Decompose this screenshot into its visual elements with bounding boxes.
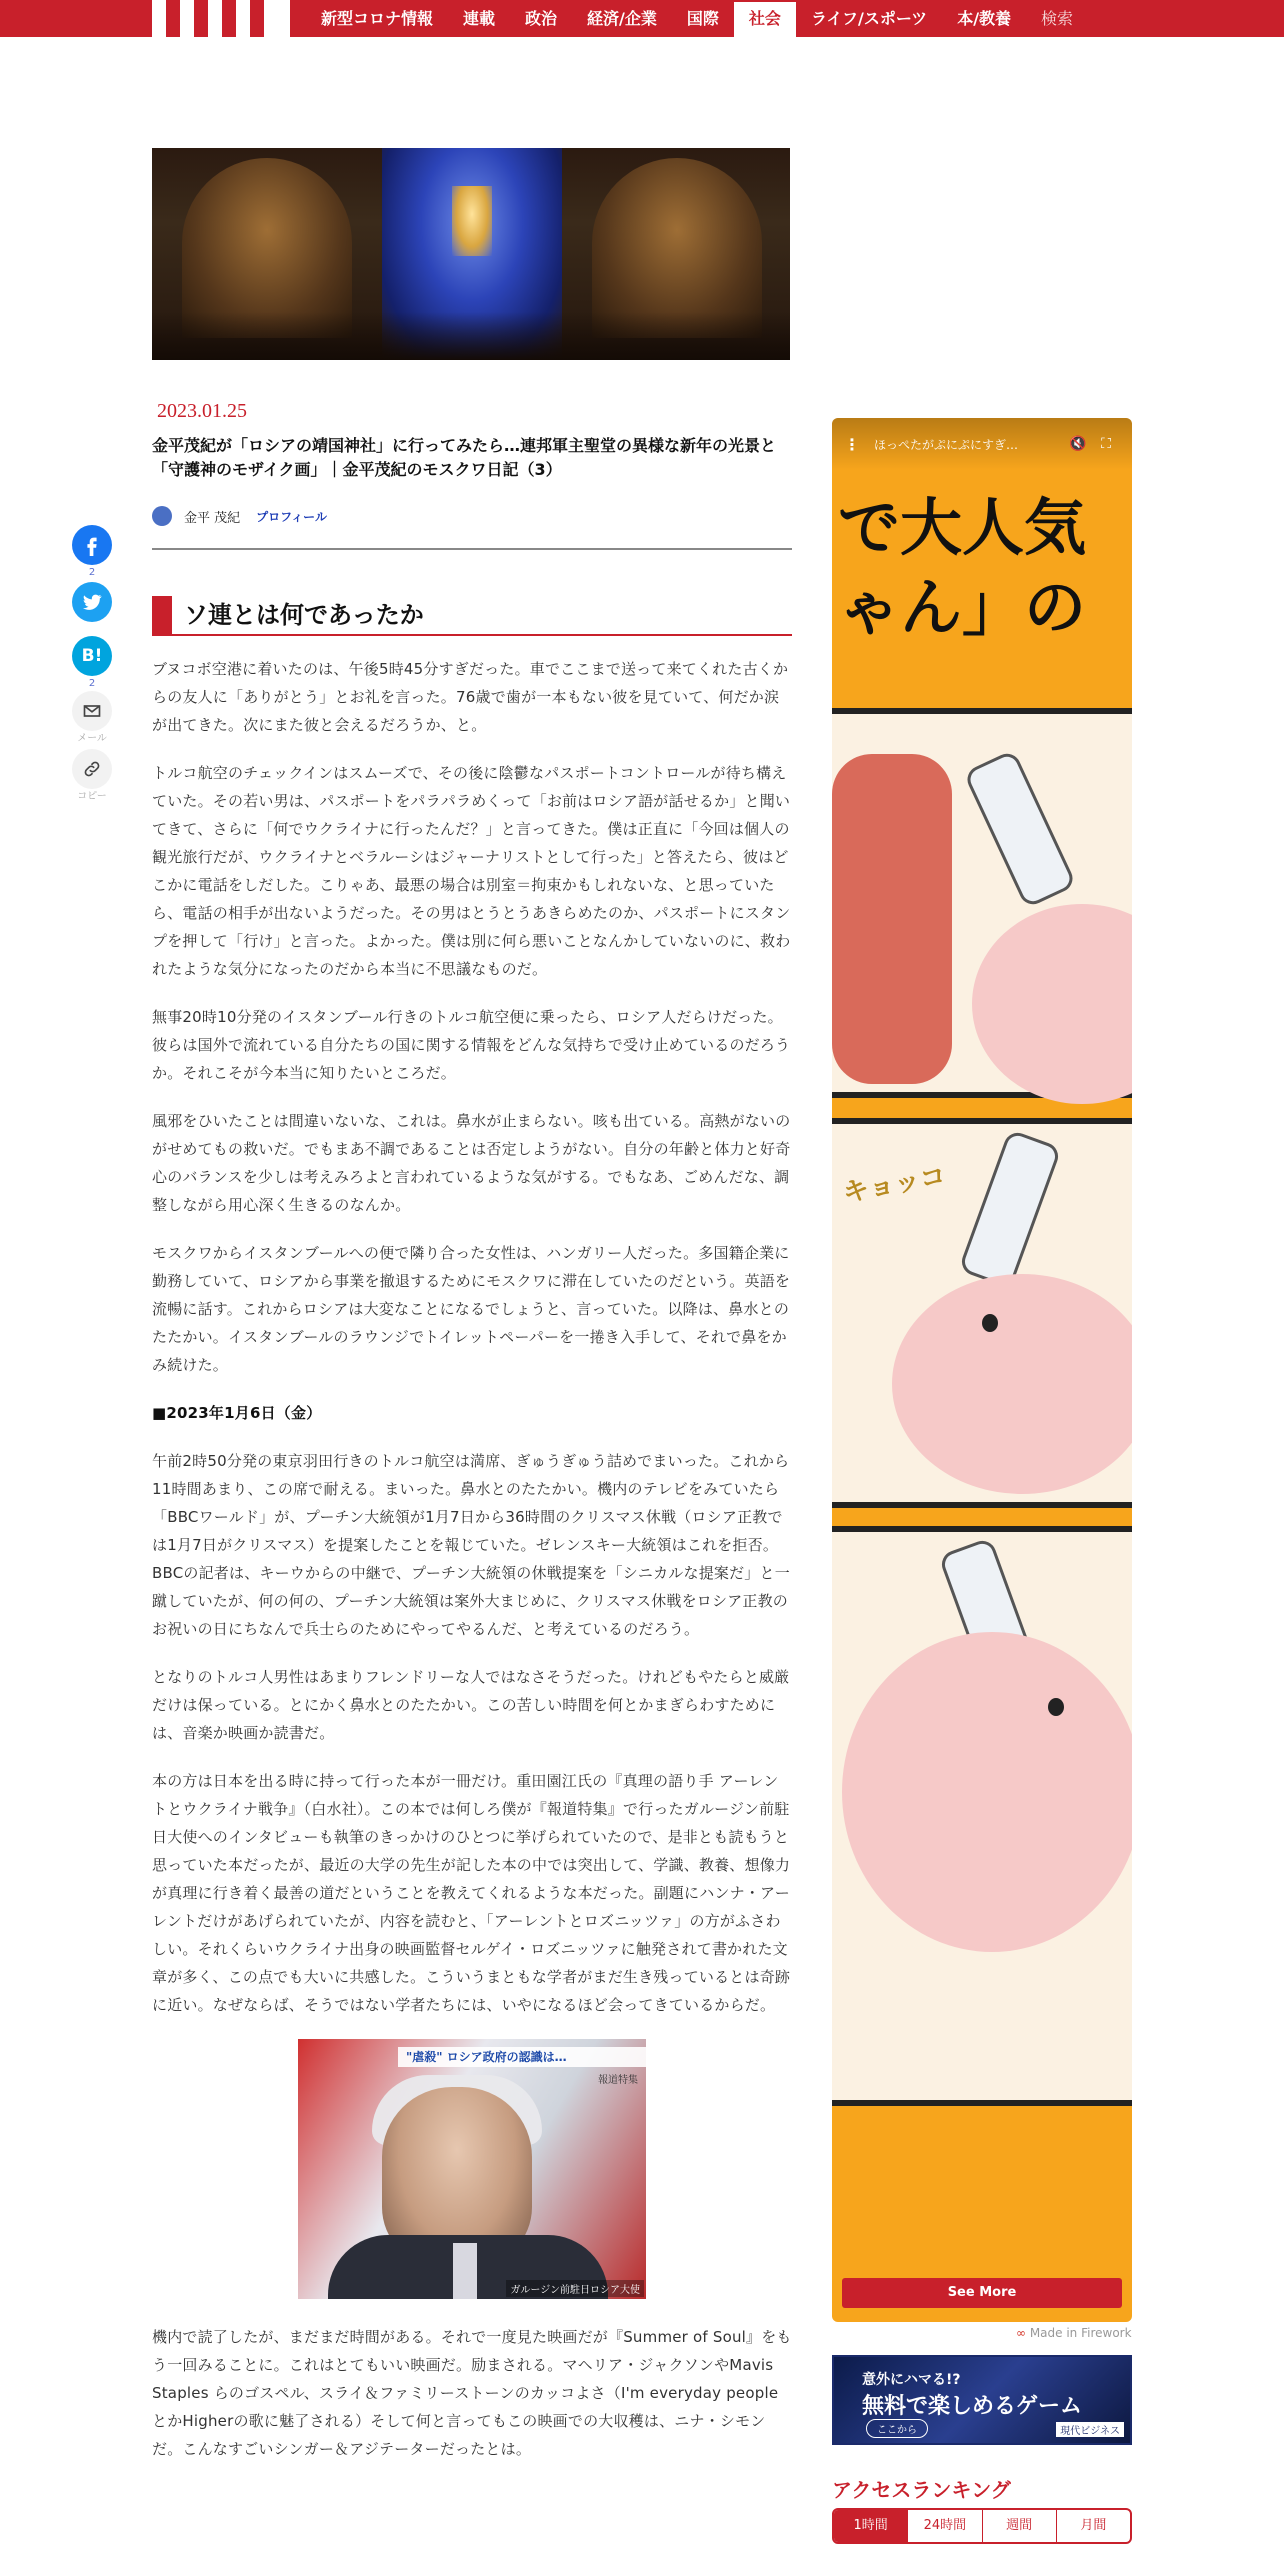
- tab-24hours[interactable]: 24時間: [908, 2510, 982, 2542]
- tab-1hour[interactable]: 1時間: [834, 2510, 908, 2542]
- video-manga-panel: [832, 708, 1132, 1098]
- manga-bottle: [958, 1129, 1062, 1289]
- manga-bottle: [963, 749, 1077, 909]
- mail-icon: [82, 701, 102, 721]
- photo-caption: ガルージン前駐日ロシア大使: [506, 2280, 644, 2297]
- manga-sound-text: キョッコ: [840, 1161, 949, 1209]
- nav-item-international[interactable]: 国際: [686, 9, 719, 28]
- top-navigation: [0, 0, 1284, 37]
- article-paragraph: 本の方は日本を出る時に持って行った本が一冊だけ。重田園江氏の『真理の語り手 アーレントとウクライナ戦争』（白水社）。この本では何しろ僕が『報道特集』で行ったガルージン前駐日大使へのインタビューも執筆のきっかけのひとつに挙げられていたので、是非とも読もうと思っていた本だったが、最近の大学の先生が記した本の中では突出して、学識、教養、想像力が真理に行き着く最善の道だということを教えてくれるような本だった。副題にハンナ・アーレントだけがあげられていたが、内容を読むと、「アーレントとロズニッツァ」の方がふさわしい。それくらいウクライナ出身の映画監督セルゲイ・ロズニッツァに触発されて書かれた文章が多く、この点でも大いに共感した。こういうまともな学者がまだ生き残っているとは奇跡に近い。なぜならば、そうではない学者たちには、いやになるほど会ってきているからだ。: [152, 1772, 791, 2014]
- hatena-share-count: 2: [88, 678, 96, 689]
- hatena-bookmark-button[interactable]: [72, 636, 112, 676]
- facebook-share-count: 2: [88, 567, 96, 578]
- mail-label: メール: [77, 733, 107, 744]
- tab-weekly[interactable]: 週間: [983, 2510, 1057, 2542]
- sidebar-video-player[interactable]: [832, 418, 1132, 2322]
- photo-tv-tag: 報道特集: [598, 2075, 638, 2086]
- fullscreen-icon[interactable]: ⛶: [1101, 436, 1111, 452]
- video-title: ほっぺたがぷにぷにすぎ…: [874, 437, 1019, 452]
- photo-tv-banner: "虐殺" ロシア政府の認識は…: [398, 2047, 646, 2067]
- site-logo[interactable]: [152, 0, 290, 37]
- video-manga-panel: [832, 1118, 1132, 1508]
- tab-monthly[interactable]: 月間: [1080, 2518, 1107, 2533]
- twitter-icon: [81, 591, 103, 613]
- manga-character: [842, 1632, 1132, 1952]
- article-paragraph: トルコ航空のチェックインはスムーズで、その後に陰鬱なパスポートコントロールが待ち構えていた。その若い男は、パスポートをパラパラめくって「お前はロシア語が話せるか」と聞いてきて、さらに「何でウクライナに行ったんだ？」と言ってきた。僕は正直に「今回は個人の観光旅行だが、ウクライナとベラルーシはジャーナリストとして行った」と答えたら、彼はどこかに電話をしだした。こりゃあ、最悪の場合は別室＝拘束かもしれないな、と思っていたら、電話の相手が出ないようだった。その男はとうとうあきらめたのか、パスポートにスタンプを押して「行け」と言った。よかった。僕は別に何ら悪いことなんかしていないのに、救われたような気分になったのだから本当に不思議なものだ。: [152, 764, 791, 978]
- logo-stripe: [166, 0, 180, 37]
- nav-item-series[interactable]: 連載: [463, 9, 496, 28]
- article-paragraph: モスクワからイスタンブールへの便で隣り合った女性は、ハンガリー人だった。多国籍企業に勤務していて、ロシアから事業を撤退するためにモスクワに滞在していたのだという。英語を流暢に話す。これからロシアは大変なことになるでしょうと、言っていた。以降は、鼻水とのたたかい。イスタンブールのラウンジでトイレットペーパーを一捲き入手して、それで鼻をかみ続けた。: [152, 1244, 791, 1374]
- hero-golden-figure: [452, 186, 492, 256]
- article-date: 2023.01.25: [157, 400, 247, 422]
- nav-item-corona[interactable]: 新型コロナ情報: [321, 9, 434, 28]
- logo-stripe: [222, 0, 236, 37]
- twitter-share-button[interactable]: [72, 582, 112, 622]
- author-avatar: [152, 506, 172, 526]
- hero-arch-left: [182, 158, 352, 338]
- nav-item-books[interactable]: 本/教養: [957, 9, 1012, 28]
- hero-floor-shadow: [152, 312, 790, 360]
- article-subheading-date: ■2023年1月6日（金）: [152, 1404, 322, 1422]
- video-manga-panel: [832, 1526, 1132, 2106]
- article-paragraph: 午前2時50分発の東京羽田行きのトルコ航空は満席、ぎゅうぎゅう詰めでまいった。これから11時間あまり、この席で耐える。まいった。鼻水とのたたかい。機内のテレビをみていたら「BBCワールド」が、プーチン大統領が1月7日から36時間のクリスマス休戦（ロシア正教では1月7日がクリスマス）を提案したことを報じていた。ゼレンスキー大統領はこれを拒否。BBCの記者は、キーウからの中継で、プーチン大統領の休戦提案を「シニカルな提案だ」と一蹴していたが、何の何の、プーチン大統領は案外大まじめに、クリスマス休戦をロシア正教のお祝いの日にちなんで兵士らのためにやってやるんだ、と考えているのだろう。: [152, 1452, 790, 1638]
- article-title: 金平茂紀が「ロシアの靖国神社」に行ってみたら…連邦軍主聖堂の異様な新年の光景と「守護神のモザイク画」｜金平茂紀のモスクワ日記（3）: [152, 436, 777, 479]
- made-in-firework-label[interactable]: [1016, 2326, 1132, 2340]
- hero-image-cathedral: [152, 148, 790, 360]
- nav-search-link[interactable]: 検索: [1041, 9, 1074, 28]
- article-author: [152, 505, 327, 527]
- share-buttons: [70, 525, 114, 805]
- video-big-text: で大人気 ゃん」の: [838, 491, 1087, 644]
- article-body: [152, 655, 792, 2483]
- mail-share-button[interactable]: [72, 691, 112, 731]
- photo-tie: [453, 2243, 477, 2299]
- hero-arch-right: [592, 158, 762, 338]
- hatena-icon: B!: [81, 646, 103, 666]
- video-menu-icon[interactable]: ⋮: [844, 434, 860, 454]
- author-profile-link[interactable]: プロフィール: [256, 509, 327, 524]
- banner-button[interactable]: ここから: [866, 2419, 928, 2438]
- title-divider: [152, 548, 792, 550]
- article-paragraph: 機内で読了したが、まだまだ時間がある。それで一度見た映画だが『Summer of Soul』をもう一回みることに。これはとてもいい映画だ。励まされる。マヘリア・ジャクソンやMavis Staples らのゴスペル、スライ＆ファミリーストーンのカッコよさ（I'm everyday peopleとかHigherの歌に魅了される）そして何と言ってもこの映画での大収穫は、ニナ・シモンだ。こんなすごいシンガー＆アジテーターだったとは。: [152, 2328, 792, 2458]
- nav-item-life-sports[interactable]: ライフ/スポーツ: [810, 9, 928, 28]
- nav-item-society[interactable]: 社会: [734, 2, 796, 37]
- link-icon: [82, 759, 102, 779]
- access-ranking-title: アクセスランキング: [832, 2478, 1011, 2502]
- nav-items: [306, 0, 1088, 37]
- manga-character: [972, 904, 1132, 1104]
- article-photo-galuzin: [298, 2039, 646, 2299]
- banner-line-1: 意外にハマる!?: [862, 2372, 961, 2388]
- section-heading: ソ連とは何であったか: [152, 596, 792, 636]
- logo-stripe: [194, 0, 208, 37]
- manga-character: [892, 1274, 1132, 1494]
- author-name[interactable]: 金平 茂紀: [184, 510, 241, 526]
- nav-item-economy[interactable]: 経済/企業: [587, 9, 657, 28]
- game-banner-ad[interactable]: [832, 2355, 1132, 2445]
- facebook-share-button[interactable]: [72, 525, 112, 565]
- nav-item-politics[interactable]: 政治: [525, 9, 558, 28]
- firework-icon: ∞: [1016, 2326, 1026, 2340]
- banner-line-2: 無料で楽しめるゲーム: [862, 2394, 1083, 2419]
- made-in-firework-text: Made in Firework: [1029, 2326, 1132, 2340]
- manga-eye: [1048, 1698, 1064, 1716]
- see-more-button[interactable]: See More: [842, 2278, 1122, 2308]
- copy-link-button[interactable]: [72, 749, 112, 789]
- copy-label: コピー: [77, 791, 107, 802]
- article-paragraph: 無事20時10分発のイスタンブール行きのトルコ航空便に乗ったら、ロシア人だらけだった。彼らは国外で流れている自分たちの国に関する情報をどんな気持ちで受け止めているのだろうか。それこそが今本当に知りたいところだ。: [152, 1008, 791, 1082]
- banner-brand: 現代ビジネス: [1056, 2422, 1124, 2437]
- article-paragraph: となりのトルコ人男性はあまりフレンドリーな人ではなさそうだった。けれどもやたらと威厳だけは保っている。とにかく鼻水とのたたかい。この苦しい時間を何とかまぎらわすためには、音楽か映画か読書だ。: [152, 1668, 790, 1742]
- facebook-icon: [81, 534, 103, 556]
- article-paragraph: 風邪をひいたことは間違いないな、これは。鼻水が止まらない。咳も出ている。高熱がないのがせめてもの救いだ。でもまあ不調であることは否定しようがない。自分の年齢と体力と好奇心のバランスを少しは考えみろよと言われているような気がする。でもなあ、ごめんだな、調整しながら用心深く生きるのなんか。: [152, 1112, 791, 1214]
- ranking-tabs: [832, 2508, 1132, 2544]
- video-top-bar: [832, 418, 1132, 470]
- manga-arm: [832, 754, 952, 1084]
- article-paragraph: ブヌコボ空港に着いたのは、午後5時45分すぎだった。車でここまで送って来てくれた古くからの友人に「ありがとう」とお礼を言った。76歳で歯が一本もない彼を見ていて、何だか涙が出てきた。次にまた彼と会えるだろうか、と。: [152, 660, 789, 734]
- mute-icon[interactable]: 🔇: [1069, 436, 1087, 452]
- logo-stripe: [250, 0, 264, 37]
- manga-eye: [982, 1314, 998, 1332]
